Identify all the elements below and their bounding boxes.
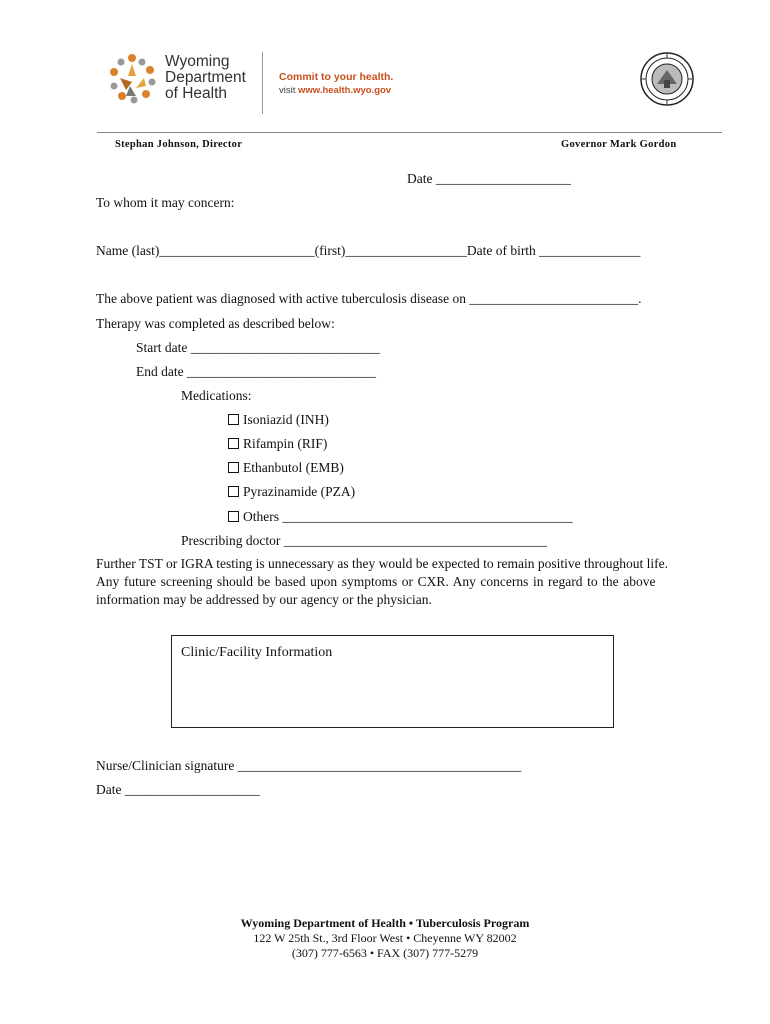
footer-phone: (307) 777-6563 • FAX (307) 777-5279 <box>291 946 479 960</box>
website-link[interactable]: www.health.wyo.gov <box>298 85 392 96</box>
footer-program: Wyoming Department of Health • Tuberculosis Program <box>240 916 530 930</box>
header-rule <box>97 132 722 133</box>
diagnosis-date-field[interactable]: The above patient was diagnosed with active tuberculosis disease on _________________________. <box>96 291 642 306</box>
footer-address: 122 W 25th St., 3rd Floor West • Cheyenne WY 82002 <box>253 931 517 945</box>
org-name-line2: Department <box>165 69 246 86</box>
medications-label: Medications: <box>181 388 252 403</box>
medication-checkbox-inh[interactable] <box>228 412 329 428</box>
medication-label: Ethanbutol (EMB) <box>243 460 344 475</box>
medication-checkbox-pza[interactable] <box>228 484 355 500</box>
checkbox-icon[interactable] <box>228 414 239 425</box>
header-divider <box>262 52 263 114</box>
therapy-text: Therapy was completed as described below: <box>96 316 335 331</box>
end-date-field[interactable]: End date ____________________________ <box>136 364 376 379</box>
website-line <box>279 85 391 96</box>
governor-name: Governor Mark Gordon <box>561 139 677 150</box>
signature-field[interactable]: Nurse/Clinician signature __________________________________________ <box>96 758 522 773</box>
medication-checkbox-rif[interactable] <box>228 436 327 452</box>
medication-label: Rifampin (RIF) <box>243 436 328 451</box>
notice-line-2: Any future screening should be based upon symptoms or CXR. Any concerns in regard to the above <box>96 574 656 589</box>
prescribing-doctor-field[interactable]: Prescribing doctor _______________________________________ <box>181 533 547 548</box>
medication-checkbox-others[interactable] <box>228 509 573 525</box>
org-name-line3: of Health <box>165 85 228 102</box>
salutation: To whom it may concern: <box>96 195 235 210</box>
visit-prefix: visit <box>279 85 296 96</box>
medication-label: Others ___________________________________________ <box>243 509 573 524</box>
date-field-bottom[interactable]: Date ____________________ <box>96 782 260 797</box>
director-name: Stephan Johnson, Director <box>115 139 243 150</box>
tagline: Commit to your health. <box>279 71 394 83</box>
org-name <box>165 54 246 102</box>
notice-line-3: information may be addressed by our agency or the physician. <box>96 592 432 607</box>
notice-paragraph <box>96 555 680 609</box>
state-seal-icon <box>640 52 694 106</box>
clinic-info-box[interactable] <box>171 635 614 728</box>
org-name-line1: Wyoming <box>165 53 230 70</box>
start-date-field[interactable]: Start date ____________________________ <box>136 340 380 355</box>
medication-label: Isoniazid (INH) <box>243 412 329 427</box>
date-field-top[interactable]: Date ____________________ <box>407 171 571 186</box>
name-dob-field[interactable]: Name (last)_______________________(first)__________________Date of birth _______________ <box>96 243 641 258</box>
checkbox-icon[interactable] <box>228 486 239 497</box>
medication-checkbox-emb[interactable] <box>228 460 344 476</box>
checkbox-icon[interactable] <box>228 511 239 522</box>
clinic-info-label: Clinic/Facility Information <box>181 645 333 660</box>
notice-line-1: Further TST or IGRA testing is unnecessary as they would be expected to remain positive throughout life. <box>96 556 669 571</box>
checkbox-icon[interactable] <box>228 438 239 449</box>
medication-label: Pyrazinamide (PZA) <box>243 484 356 499</box>
checkbox-icon[interactable] <box>228 462 239 473</box>
wdh-logo-icon <box>106 52 158 108</box>
